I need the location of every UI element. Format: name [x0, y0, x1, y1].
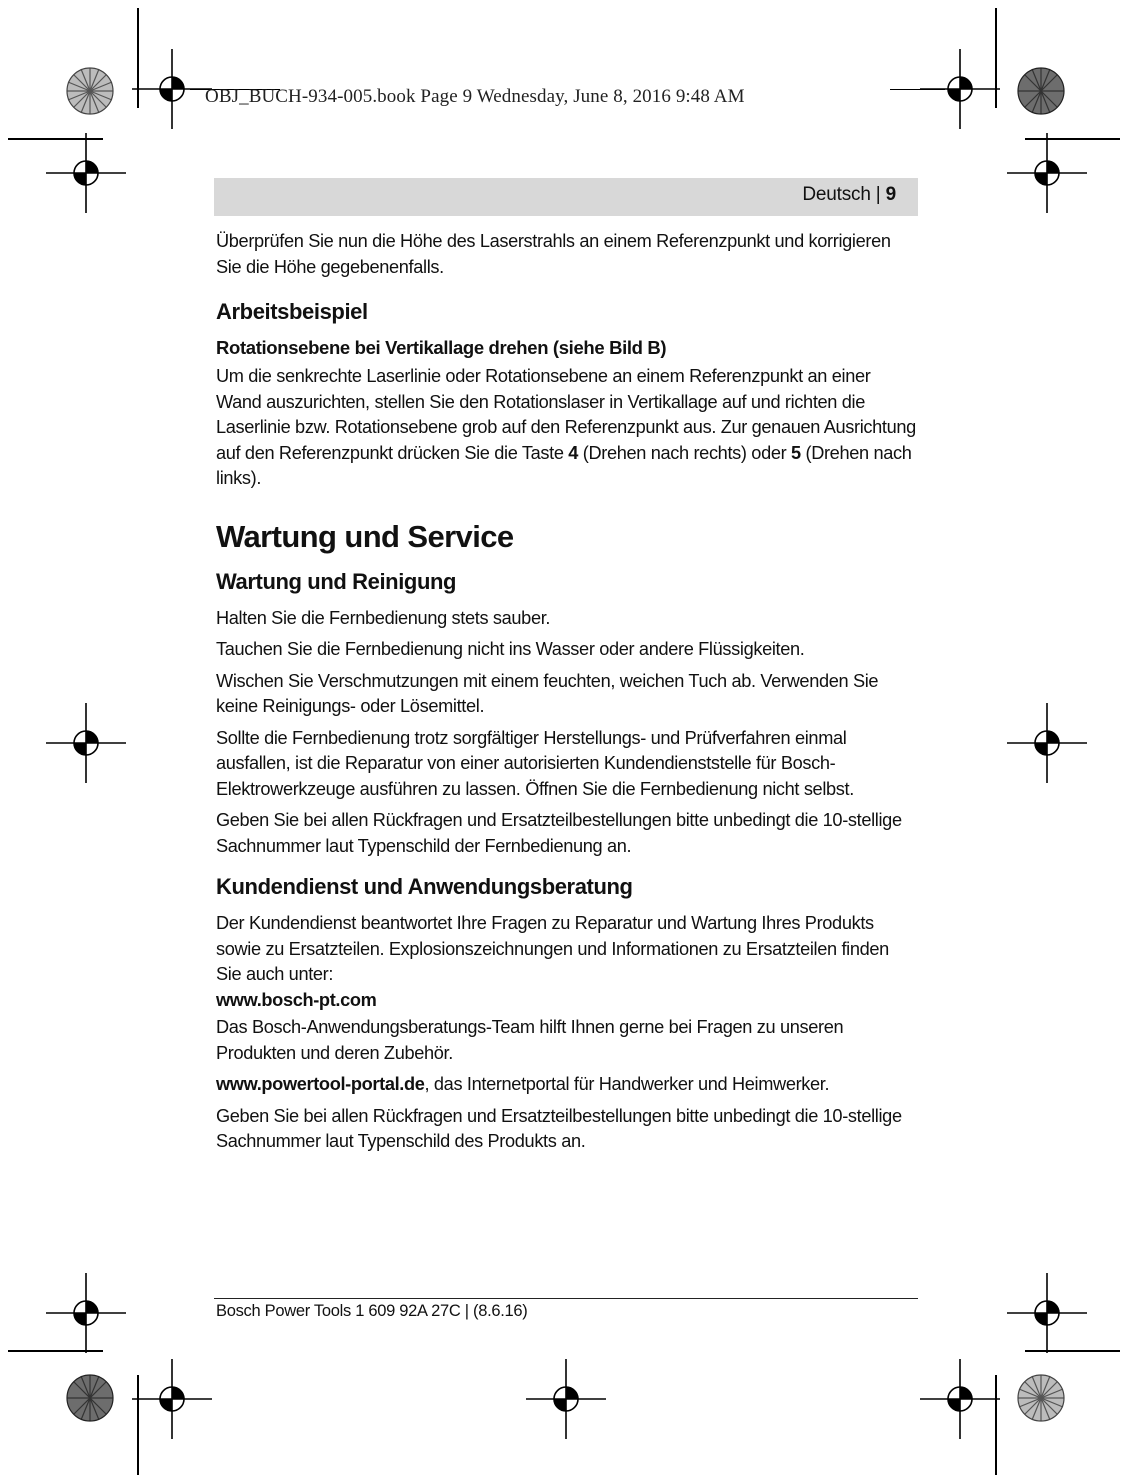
registration-cross-icon [1007, 133, 1087, 213]
text-segment: (Drehen nach rechts) oder [578, 442, 792, 463]
paragraph-reinigung: Halten Sie die Fernbedienung stets sauber. [216, 607, 551, 628]
registration-cross-icon [132, 49, 212, 129]
registration-cross-icon [920, 49, 1000, 129]
registration-cross-icon [1007, 1273, 1087, 1353]
paragraph-reinigung: Sollte die Fernbedienung trotz sorgfältiger Herstellungs- und Prüfverfahren einmal ausfallen, ist die Reparatur von einer autorisierten Kundendienststelle für Bosch-Elektrowerkzeuge ausführen zu lassen. Öffnen Sie die Fernbedienung nicht selbst. [216, 727, 854, 799]
header-separator: | [870, 184, 886, 205]
footer-text: Bosch Power Tools 1 609 92A 27C | (8.6.16) [216, 1302, 528, 1320]
heading-wartung-reinigung: Wartung und Reinigung [216, 568, 457, 594]
heading-wartung-service: Wartung und Service [216, 518, 514, 554]
registration-cross-icon [1007, 703, 1087, 783]
paragraph-reinigung: Tauchen Sie die Fernbedienung nicht ins Wasser oder andere Flüssigkeiten. [216, 639, 805, 659]
heading-kundendienst: Kundendienst und Anwendungsberatung [216, 874, 633, 899]
heading-arbeitsbeispiel: Arbeitsbeispiel [216, 299, 368, 324]
registration-cross-icon [46, 703, 126, 783]
registration-rosette-icon [1017, 1374, 1065, 1422]
registration-cross-icon [132, 1359, 212, 1439]
intro-paragraph: Überprüfen Sie nun die Höhe des Laserstrahls an einem Referenzpunkt und korrigieren Sie die Höhe gegebenenfalls. [216, 231, 891, 277]
registration-cross-icon [920, 1359, 1000, 1439]
text-segment: , das Internetportal für Handwerker und Heimwerker. [424, 1074, 830, 1094]
paragraph-rotationsebene [216, 364, 918, 492]
url-bosch-pt[interactable]: www.bosch-pt.com [216, 989, 377, 1010]
footer-rule [214, 1298, 918, 1299]
running-header-text [802, 184, 896, 206]
registration-rosette-icon [66, 1374, 114, 1422]
subheading-rotationsebene: Rotationsebene bei Vertikallage drehen (siehe Bild B) [216, 337, 667, 358]
registration-cross-icon [46, 133, 126, 213]
paragraph-reinigung: Geben Sie bei allen Rückfragen und Ersatzteilbestellungen bitte unbedingt die 10-stellige Sachnummer laut Typenschild der Fernbedienung an. [216, 810, 902, 856]
page-content [216, 229, 918, 1161]
paragraph-anwendungsberatung: Das Bosch-Anwendungsberatungs-Team hilft Ihnen gerne bei Fragen zu unseren Produkten und deren Zubehör. [216, 1017, 844, 1063]
key-reference-4: 4 [568, 442, 579, 463]
registration-cross-icon [46, 1273, 126, 1353]
key-reference-5: 5 [791, 442, 801, 463]
url-powertool-portal[interactable]: www.powertool-portal.de [216, 1074, 425, 1094]
paragraph-powertool-portal [216, 1072, 918, 1098]
registration-rosette-icon [1017, 67, 1065, 115]
page-number: 9 [885, 184, 896, 205]
section-name: Deutsch [802, 184, 871, 205]
text-segment: (Drehen nach links). [216, 442, 912, 488]
running-header-bar [214, 178, 918, 216]
paragraph-reinigung: Wischen Sie Verschmutzungen mit einem feuchten, weichen Tuch ab. Verwenden Sie keine Reinigungs- oder Lösemittel. [216, 670, 879, 716]
book-file-header: OBJ_BUCH-934-005.book Page 9 Wednesday, June 8, 2016 9:48 AM [205, 86, 745, 107]
registration-cross-icon [526, 1359, 606, 1439]
paragraph-kundendienst: Der Kundendienst beantwortet Ihre Fragen zu Reparatur und Wartung Ihres Produkts sowie zu Ersatzteilen. Explosionszeichnungen und Informationen zu Ersatzteilen finden Sie auch unter: [216, 913, 889, 984]
registration-rosette-icon [66, 67, 114, 115]
paragraph-sachnummer: Geben Sie bei allen Rückfragen und Ersatzteilbestellungen bitte unbedingt die 10-stellige Sachnummer laut Typenschild des Produkts an. [216, 1105, 902, 1151]
text-segment: Um die senkrechte Laserlinie oder Rotationsebene an einem Referenzpunkt an einer Wand auszurichten, stellen Sie den Rotationslaser in Vertikallage auf und richten die Laserlinie bzw. Rotationsebene grob auf den Referenzpunkt aus. Zur genauen Ausrichtung auf den Referenzpunkt drücken Sie die Taste [216, 366, 916, 463]
